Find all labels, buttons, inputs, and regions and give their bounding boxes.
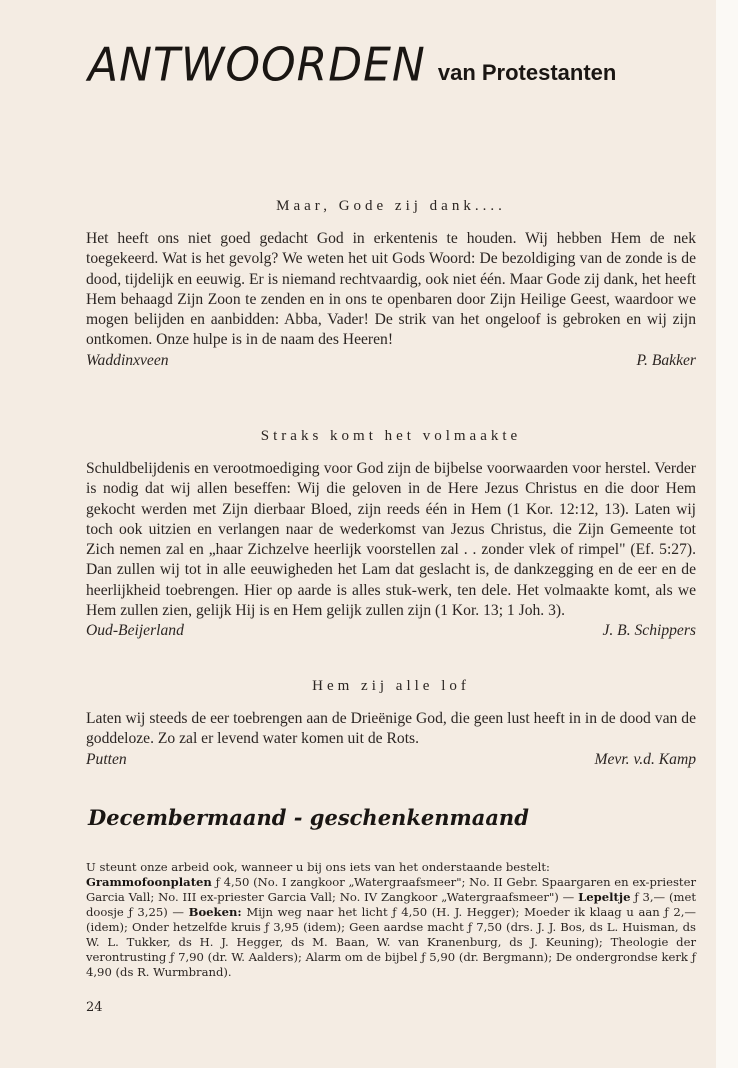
- signature: [86, 621, 696, 641]
- place: Putten: [86, 750, 127, 768]
- ad-heading: Decembermaand - geschenkenmaand: [88, 805, 529, 830]
- title-sub: van Protestanten: [437, 60, 617, 85]
- section-body: Schuldbelijdenis en verootmoediging voor God zijn de bijbelse voorwaarden voor herstel. Verder is nodig dat wij allen beseffen: Wij die geloven in de Here Jezus Christus en die door Hem gekocht werden met Zijn dierbaar Bloed, zijn reeds één in Hem (1 Kor. 12:12, 13). Laten wij toch ook uitzien en verlangen naar de wederkomst van Jezus Christus, die Zijn Gemeente tot Zich nemen zal en „haar Zichzelve heerlijk voorstellen zal . . zonder vlek of rimpel" (Ef. 5:27). Dan zullen wij tot in alle eeuwigheden het Lam dat geslacht is, de dankzegging en de eer en de heerlijkheid toebrengen. Hier op aarde is alles stuk-werk, ten dele. Het volmaakte komt, als we Hem zullen zien, gelijk Hij is en Hem gelijk zullen zijn (1 Kor. 13; 1 Joh. 3).: [86, 460, 696, 620]
- ad-item-label: Lepeltje: [578, 890, 631, 904]
- section-body: Het heeft ons niet goed gedacht God in erkentenis te houden. Wij hebben Hem de nek toegekeerd. Wat is het gevolg? We weten het uit Gods Woord: De bezoldiging van de zonde is de dood, tijdelijk en eeuwig. Er is niemand rechtvaardig, ook niet één. Maar Gode zij dank, het heeft Hem behaagd Zijn Zoon te zenden en in ons te openbaren door Zijn Heilige Geest, waardoor we mogen belijden en aanbidden: Abba, Vader! De strik van het ongeloof is gebroken en wij zijn ontkomen. Onze hulpe is in de naam des Heeren!: [86, 230, 696, 349]
- page-number: 24: [86, 1000, 103, 1015]
- ad-text: [86, 860, 696, 980]
- ad-item-text: ƒ 3,— (met doosje ƒ 3,25) —: [86, 890, 697, 919]
- signature: [86, 351, 696, 371]
- section-heading: Hem zij alle lof: [312, 678, 470, 694]
- author: J. B. Schippers: [602, 622, 696, 640]
- section-heading: Straks komt het volmaakte: [260, 428, 522, 444]
- ad-item-text: ƒ 4,50 (No. I zangkoor „Watergraafsmeer"; No. II Gebr. Spaargaren en ex-priester Garcia Vall; No. III ex-priester Garcia Vall; No. IV Zangkoor „Watergraafsmeer") —: [86, 875, 696, 904]
- ad-intro: U steunt onze arbeid ook, wanneer u bij ons iets van het onderstaande bestelt:: [86, 860, 550, 874]
- ad-item-label: Grammofoonplaten: [86, 875, 212, 889]
- ad-item-label: Boeken:: [188, 905, 242, 919]
- ad-list: [86, 875, 696, 980]
- author: Mevr. v.d. Kamp: [594, 750, 696, 768]
- signature: [86, 750, 696, 770]
- page-title: [88, 40, 616, 91]
- ad-item-text: Mijn weg naar het licht ƒ 4,50 (H. J. Hegger); Moeder ik klaag u aan ƒ 2,— (idem); Onder hetzelfde kruis ƒ 3,95 (idem); Geen aardse macht ƒ 7,50 (drs. J. J. Bos, ds L. Huisman, ds W. L. Tukker, ds H. J. Hegger, ds M. Baan, W. van Kranenburg, ds J. Keuning); Theologie der verontrusting ƒ 7,90 (dr. W. Aalders); Alarm om de bijbel ƒ 5,90 (dr. Bergmann); De ondergrondse kerk ƒ 4,90 (ds R. Wurmbrand).: [86, 905, 696, 979]
- section-2: [86, 428, 696, 641]
- title-main: ANTWOORDEN: [88, 38, 426, 93]
- section-1: [86, 198, 696, 371]
- place: Oud-Beijerland: [86, 622, 184, 640]
- section-body: Laten wij steeds de eer toebrengen aan de Drieënige God, die geen lust heeft in in de dood van de goddeloze. Zo zal er levend water komen uit de Rots.: [86, 710, 696, 748]
- section-heading: Maar, Gode zij dank....: [276, 198, 506, 214]
- author: P. Bakker: [636, 351, 696, 369]
- place: Waddinxveen: [86, 351, 169, 369]
- section-3: [86, 678, 696, 770]
